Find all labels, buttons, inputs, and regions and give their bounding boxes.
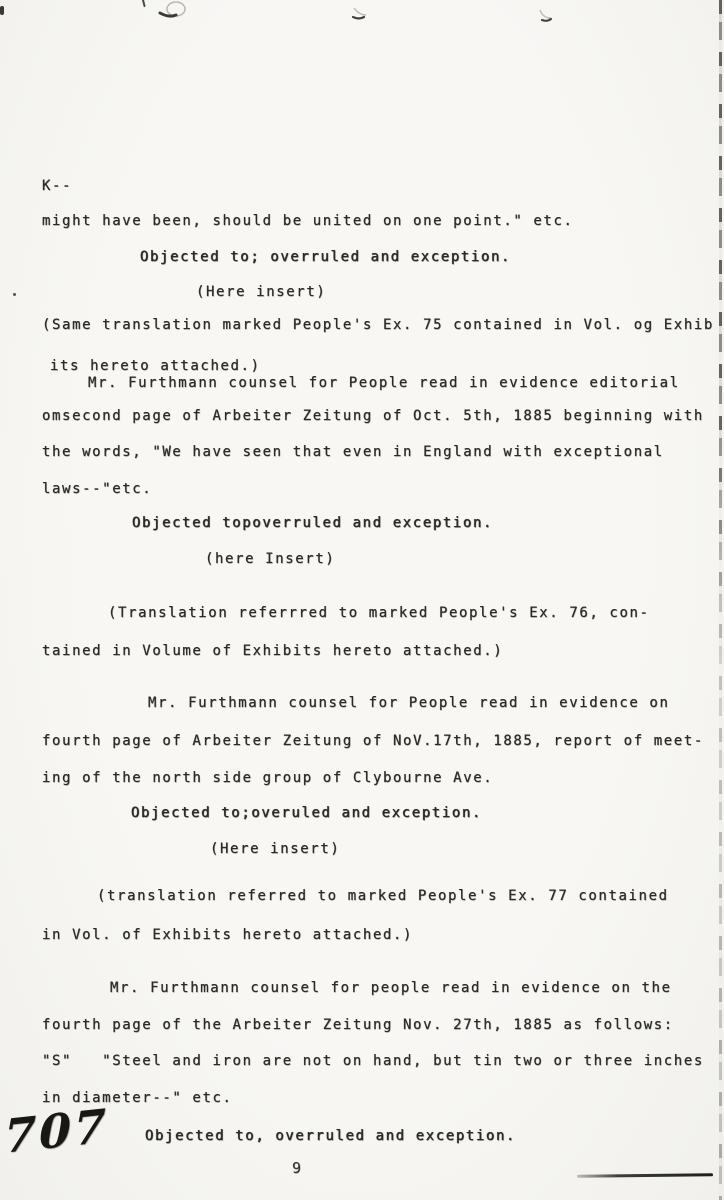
typewritten-line: "S" "Steel and iron are not on hand, but tin two or three inches [42,1053,704,1069]
handdrawn-bottom-line [577,1173,713,1177]
typewritten-line: (translation referred to marked People's Ex. 77 contained [97,888,669,904]
typewritten-line: laws--"etc. [42,481,153,497]
typewritten-line: ing of the north side group of Clybourne Ave. [42,770,494,786]
scan-edge-line [719,0,722,1200]
typewritten-line: Objected to, overruled and exception. [145,1128,517,1144]
top-edge-smudges [0,0,724,40]
typewritten-line: in Vol. of Exhibits hereto attached.) [42,927,414,943]
typewritten-line: its hereto attached.) [50,358,261,374]
handwritten-margin-number: 707 [4,1098,109,1164]
typewritten-line: (Translation referrred to marked People's Ex. 76, con- [108,605,650,621]
page-number: 9 [292,1159,303,1177]
typewritten-line: Mr. Furthmann counsel for people read in evidence on the [110,980,672,996]
corner-ink-speck [0,6,4,15]
typewritten-line: fourth page of the Arbeiter Zeitung Nov. 27th, 1885 as follows: [42,1017,674,1033]
typewritten-line: Mr. Furthmann counsel for People read in evidence on [148,695,670,711]
typewritten-line: Objected topoverruled and exception. [132,515,494,531]
typewritten-line: Objected to;overuled and exception. [131,805,483,821]
typewritten-line: omsecond page of Arbeiter Zeitung of Oct. 5th, 1885 beginning with [42,408,704,424]
typewritten-line: Mr. Furthmann counsel for People read in evidence editorial [88,375,680,391]
stray-ink-dot [13,293,16,296]
typewritten-line: tained in Volume of Exhibits hereto attached.) [42,643,504,659]
typewritten-line: K-- [42,178,73,194]
typewritten-line: the words, "We have seen that even in England with exceptional [42,444,664,460]
typewritten-line: (Here insert) [196,284,327,300]
typewritten-line: might have been, should be united on one point." etc. [42,213,574,229]
typewritten-line: in diameter--" etc. [42,1090,233,1106]
typewritten-line: (Same translation marked People's Ex. 75 contained in Vol. og Exhib [42,317,714,333]
typewritten-line: (here Insert) [205,551,336,567]
typewritten-line: fourth page of Arbeiter Zeitung of NoV.17th, 1885, report of meet- [42,733,704,749]
typewritten-line: (Here insert) [210,841,341,857]
typewritten-line: Objected to; overruled and exception. [140,249,512,265]
